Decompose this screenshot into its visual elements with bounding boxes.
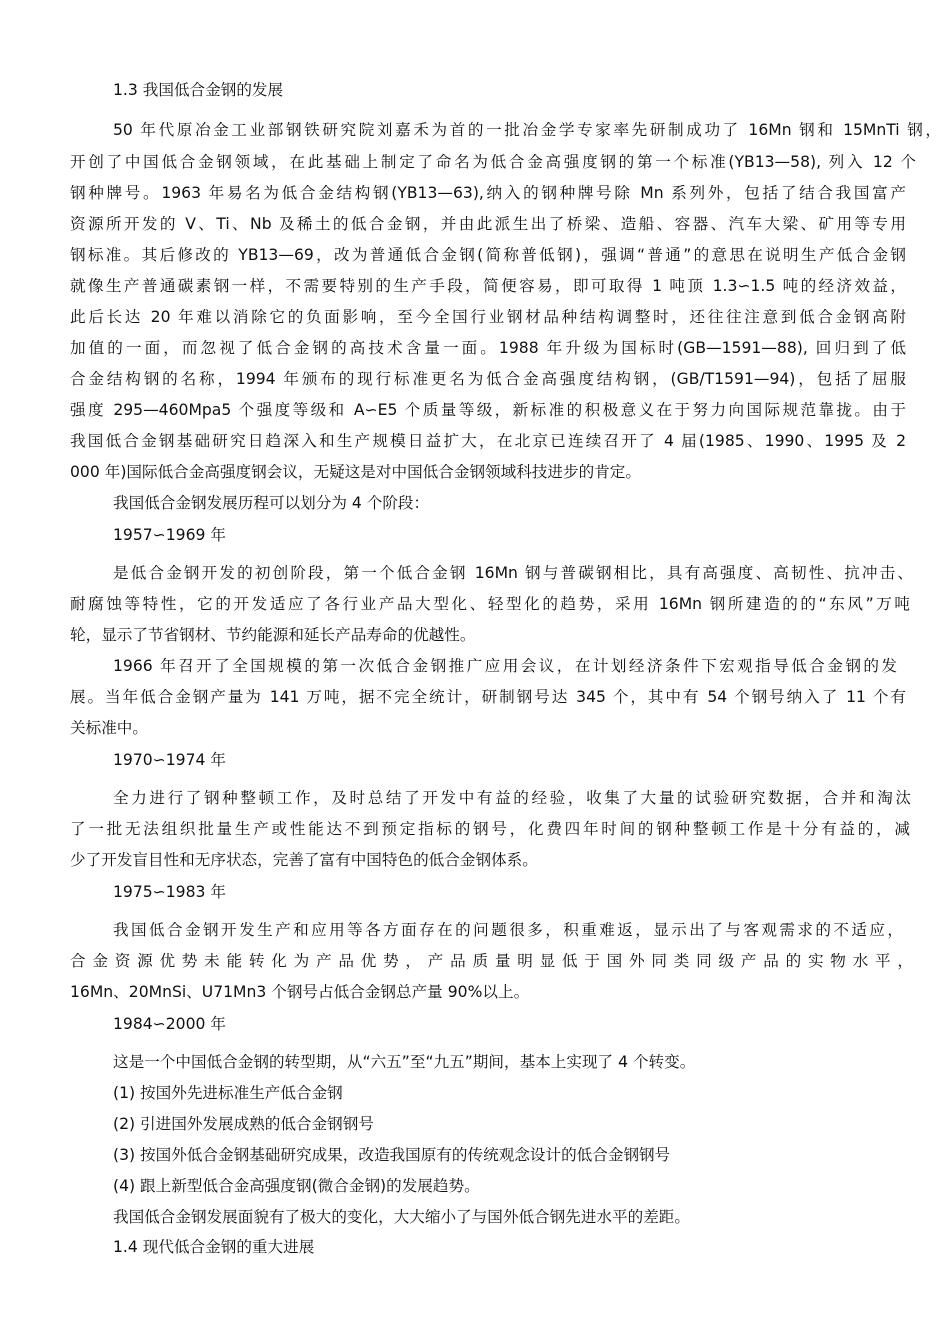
paragraph-line: 我国低合金钢发展面貌有了极大的变化，大大缩小了与国外低合钢先进水平的差距。 <box>113 1208 690 1226</box>
paragraph-line: 关标准中。 <box>70 719 148 737</box>
paragraph-line: 加值的一面，而忽视了低合金钢的高技术含量一面。1988 年升级为国标时(GB—1591—88), 回归到了低 <box>70 339 906 357</box>
paragraph-line: 资源所开发的 V、Ti、Nb 及稀土的低合金钢，并由此派生出了桥梁、造船、容器、汽车大梁、矿用等专用 <box>70 215 906 233</box>
paragraph-line: 展。当年低合金钢产量为 141 万吨，据不完全统计，研制钢号达 345 个，其中有 54 个钢号纳入了 11 个有 <box>70 688 906 706</box>
paragraph-line: 我国低合金钢开发生产和应用等各方面存在的问题很多，积重难返，显示出了与客观需求的不适应， <box>113 921 903 939</box>
stage-title: 1970∽1974 年 <box>113 751 226 769</box>
paragraph-line: 了一批无法组织批量生产或性能达不到预定指标的钢号，化费四年时间的钢种整顿工作是十分有益的，减 <box>70 820 910 838</box>
paragraph-line: 开创了中国低合金钢领域，在此基础上制定了命名为低合金高强度钢的第一个标准(YB13—58), 列入 12 个 <box>70 153 916 171</box>
list-item: (4) 跟上新型低合金高强度钢(微合金钢)的发展趋势。 <box>113 1177 480 1195</box>
paragraph-line: 耐腐蚀等特性，它的开发适应了各行业产品大型化、轻型化的趋势，采用 16Mn 钢所建造的的“东风”万吨 <box>70 595 910 613</box>
stage-title: 1957∽1969 年 <box>113 526 226 544</box>
paragraph-line: 000 年)国际低合金高强度钢会议，无疑这是对中国低合金钢领域科技进步的肯定。 <box>70 463 641 481</box>
paragraph-line: 钢种牌号。1963 年易名为低合金结构钢(YB13—63),纳入的钢种牌号除 Mn 系列外，包括了结合我国富产 <box>70 184 906 202</box>
paragraph-line: 我国低合金钢发展历程可以划分为 4 个阶段： <box>113 494 430 512</box>
paragraph-line: 强度 295—460Mpa5 个强度等级和 A∽E5 个质量等级，新标准的积极意义在于努力向国际规范靠拢。由于 <box>70 401 906 419</box>
list-item: (2) 引进国外发展成熟的低合金钢钢号 <box>113 1115 374 1133</box>
paragraph-line: 合金资源优势未能转化为产品优势，产品质量明显低于国外同类同级产品的实物水平， <box>70 952 916 970</box>
paragraph-line: 此后长达 20 年难以消除它的负面影响，至今全国行业钢材品种结构调整时，还往往注意到低合金钢高附 <box>70 308 906 326</box>
paragraph-line: 我国低合金钢基础研究日趋深入和生产规模日益扩大，在北京已连续召开了 4 届(1985、1990、1995 及 2 <box>70 432 906 450</box>
paragraph-line: 就像生产普通碳素钢一样，不需要特别的生产手段，简便容易，即可取得 1 吨顶 1.3∽1.5 吨的经济效益， <box>70 277 906 295</box>
paragraph-line: 钢标准。其后修改的 YB13—69，改为普通低合金钢(简称普低钢)，强调“普通”的意思在说明生产低合金钢 <box>70 246 906 264</box>
paragraph-line: 这是一个中国低合金钢的转型期，从“六五”至“九五”期间，基本上实现了 4 个转变。 <box>113 1053 696 1071</box>
list-item: (1) 按国外先进标准生产低合金钢 <box>113 1084 343 1102</box>
section-heading-1-4: 1.4 现代低合金钢的重大进展 <box>113 1238 315 1256</box>
list-item: (3) 按国外低合金钢基础研究成果，改造我国原有的传统观念设计的低合金钢钢号 <box>113 1146 671 1164</box>
paragraph-line: 1966 年召开了全国规模的第一次低合金钢推广应用会议，在计划经济条件下宏观指导低合金钢的发 <box>113 657 897 675</box>
paragraph-line: 是低合金钢开发的初创阶段，第一个低合金钢 16Mn 钢与普碳钢相比，具有高强度、高韧性、抗冲击、 <box>113 564 913 582</box>
paragraph-line: 合金结构钢的名称，1994 年颁布的现行标准更名为低合金高强度结构钢，(GB/T1591—94)，包括了屈服 <box>70 370 906 388</box>
paragraph-line: 少了开发盲目性和无序状态，完善了富有中国特色的低合金钢体系。 <box>70 851 538 869</box>
section-heading-1-3: 1.3 我国低合金钢的发展 <box>113 81 284 99</box>
stage-title: 1975∽1983 年 <box>113 883 226 901</box>
paragraph-line: 全力进行了钢种整顿工作，及时总结了开发中有益的经验，收集了大量的试验研究数据，合并和淘汰 <box>113 789 911 807</box>
paragraph-line: 50 年代原冶金工业部钢铁研究院刘嘉禾为首的一批冶金学专家率先研制成功了 16Mn 钢和 15MnTi 钢， <box>113 121 941 139</box>
stage-title: 1984∽2000 年 <box>113 1015 226 1033</box>
paragraph-line: 16Mn、20MnSi、U71Mn3 个钢号占低合金钢总产量 90%以上。 <box>70 983 530 1001</box>
paragraph-line: 轮，显示了节省钢材、节约能源和延长产品寿命的优越性。 <box>70 626 476 644</box>
